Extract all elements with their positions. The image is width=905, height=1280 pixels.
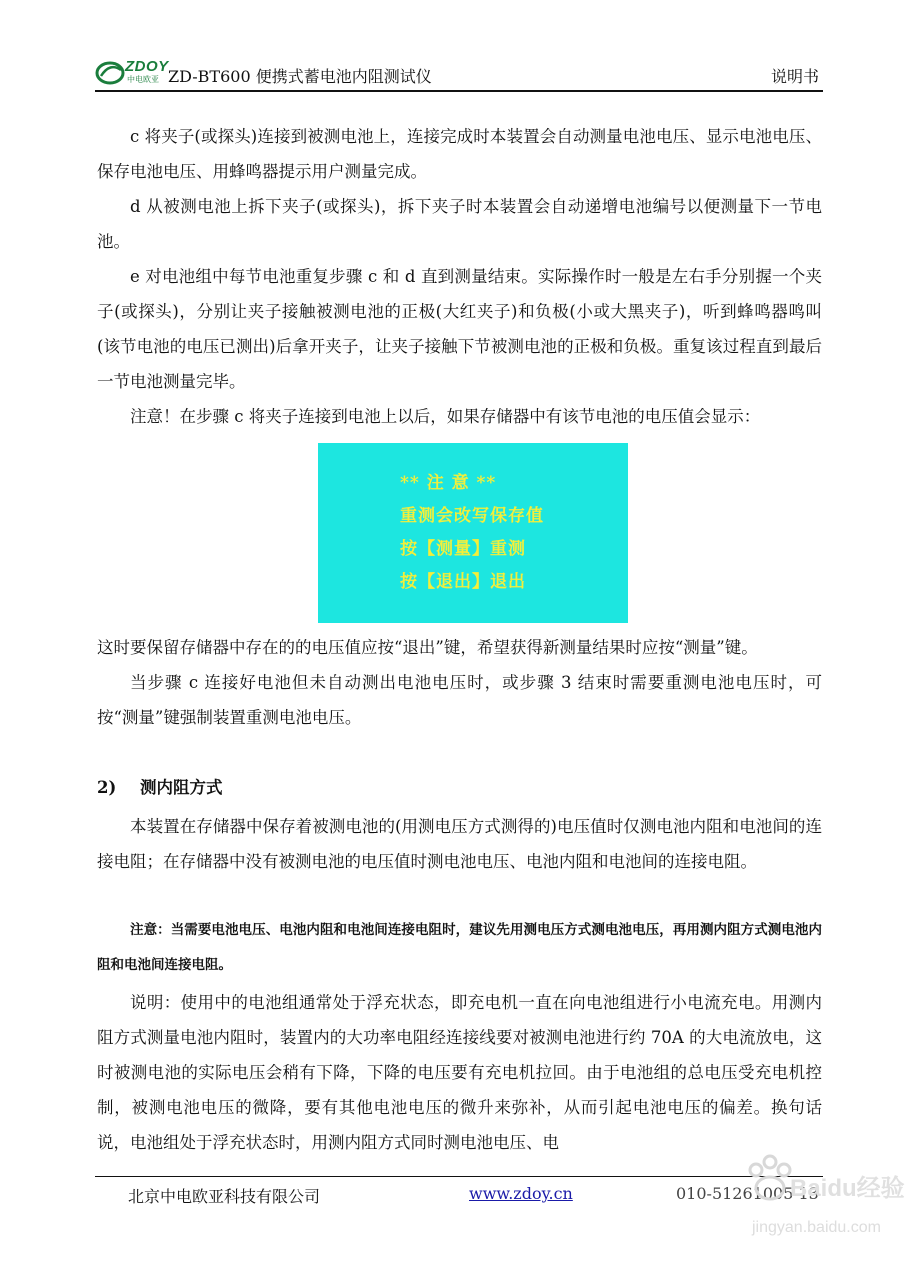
middle-paragraphs <box>97 630 822 735</box>
section-heading <box>97 774 223 798</box>
footer-divider <box>95 1176 823 1177</box>
footer-company: 北京中电欧亚科技有限公司 <box>128 1187 321 1206</box>
explanation-paragraph: 说明：使用中的电池组通常处于浮充状态，即充电机一直在向电池组进行小电流充电。用测内阻方式测量电池内阻时，装置内的大功率电阻经连接线要对被测电池进行约 70A 的大电流放电，这时被测电池的实际电压会稍有下降，下降的电压要有充电机拉回。由于电池组的总电压受充电机控制，被测电池电压的微降，要有其他电池电压的微升来弥补，从而引起电池电压的偏差。换句话说，电池组处于浮充状态时，用测内阻方式同时测电池电压、电 <box>97 993 822 1152</box>
screen-line-2: 重测会改写保存值 <box>400 506 544 526</box>
instruction-paragraphs <box>97 119 822 434</box>
explanation-body <box>97 985 822 1160</box>
step-c-paragraph: c 将夹子(或探头)连接到被测电池上，连接完成时本装置会自动测量电池电压、显示电池电压、保存电池电压、用蜂鸣器提示用户测量完成。 <box>97 127 822 181</box>
screen-line-1: ** 注 意 ** <box>400 473 497 493</box>
header-doc-type: 说明书 <box>770 67 819 86</box>
header-title: ZD-BT600 便携式蓄电池内阻测试仪 <box>168 67 432 86</box>
logo-text: ZDOY <box>125 58 169 75</box>
section-number: 2) <box>97 778 117 797</box>
logo-subtext: 中电欧亚 <box>127 75 159 84</box>
baidu-watermark <box>742 1150 905 1250</box>
step-e-paragraph: e 对电池组中每节电池重复步骤 c 和 d 直到测量结束。实际操作时一般是左右手分别握一个夹子(或探头)，分别让夹子接触被测电池的正极(大红夹子)和负极(小或大黑夹子)，听到蜂鸣器鸣叫 (该节电池的电压已测出)后拿开夹子，让夹子接触下节被测电池的正极和负极。重复该过程直到最后一节电池测量完毕。 <box>97 267 822 391</box>
bold-note: 注意：当需要电池电压、电池内阻和电池间连接电阻时，建议先用测电压方式测电池电压，再用测内阻方式测电池内阻和电池间连接电阻。 <box>97 922 822 973</box>
screen-line-3: 按【测量】重测 <box>400 539 526 559</box>
section-title: 测内阻方式 <box>140 778 223 797</box>
resistance-mode-paragraph: 本装置在存储器中保存着被测电池的(用测电压方式测得的)电压值时仅测电池内阻和电池间的连接电阻；在存储器中没有被测电池的电压值时测电池电压、电池内阻和电池间的连接电阻。 <box>97 817 822 871</box>
watermark-icon <box>742 1150 905 1250</box>
device-screen-display <box>318 443 628 623</box>
screen-line-4: 按【退出】退出 <box>400 572 526 592</box>
step-d-paragraph: d 从被测电池上拆下夹子(或探头)，拆下夹子时本装置会自动递增电池编号以便测量下一节电池。 <box>97 197 822 251</box>
logo-icon <box>95 58 125 88</box>
footer-website-link[interactable]: www.zdoy.cn <box>469 1184 573 1203</box>
footer-phone: 010-51261005 13 <box>676 1184 819 1203</box>
header-divider <box>95 90 823 92</box>
zdoy-logo <box>95 58 169 88</box>
exit-key-paragraph: 这时要保留存储器中存在的的电压值应按“退出”键，希望获得新测量结果时应按“测量”键。 <box>97 638 758 657</box>
force-measure-paragraph: 当步骤 c 连接好电池但未自动测出电池电压时，或步骤 3 结束时需要重测电池电压时，可按“测量”键强制装置重测电池电压。 <box>97 673 822 727</box>
watermark-text-main: Baidu经验 <box>790 1175 905 1202</box>
section-body <box>97 809 822 879</box>
page-header <box>95 52 823 94</box>
watermark-text-url: jingyan.baidu.com <box>752 1219 881 1236</box>
warning-intro-paragraph: 注意！在步骤 c 将夹子连接到电池上以后，如果存储器中有该节电池的电压值会显示： <box>130 407 761 426</box>
